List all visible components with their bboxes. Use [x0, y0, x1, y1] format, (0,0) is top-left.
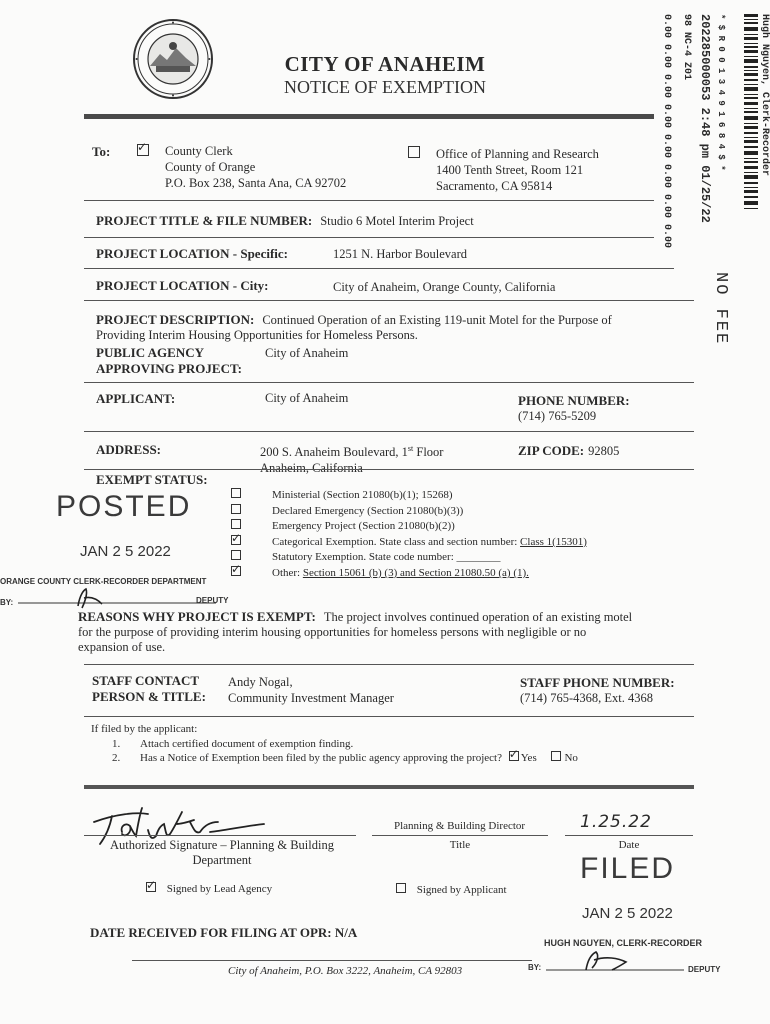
location-city-label: PROJECT LOCATION - City: — [96, 278, 269, 293]
project-description — [96, 312, 696, 343]
signed-by-applicant — [396, 883, 507, 896]
divider — [84, 716, 694, 717]
staff-title: Community Investment Manager — [228, 691, 394, 705]
footer-address: City of Anaheim, P.O. Box 3222, Anaheim, CA 92803 — [228, 965, 463, 977]
divider — [84, 431, 694, 432]
reasons-section — [78, 609, 698, 655]
divider — [84, 300, 694, 301]
exempt-item-text: Statutory Exemption. State code number: — [272, 551, 454, 564]
divider — [84, 664, 694, 665]
applicant-sign-label: Signed by Applicant — [416, 884, 507, 896]
phone-value: (714) 765-5209 — [518, 409, 597, 423]
no-fee-stamp: NO FEE — [711, 272, 730, 346]
filed-stamp-signature — [546, 948, 686, 974]
yes-label: Yes — [520, 752, 537, 764]
location-city-value: City of Anaheim, Orange County, California — [333, 280, 556, 294]
date-label: Date — [618, 839, 640, 851]
exempt-item-extra: Section 15061 (b) (3) and Section 21080.50 (a) (1). — [302, 566, 529, 579]
to-label: To: — [92, 144, 111, 159]
recorder-barcode — [742, 14, 760, 214]
header-rule — [84, 114, 654, 119]
applicant-label: APPLICANT: — [96, 391, 176, 406]
agency-label-line: PUBLIC AGENCY — [96, 345, 204, 360]
opr-checkbox[interactable] — [408, 145, 420, 163]
posted-stamp-by: BY: — [0, 598, 14, 607]
exempt-checkbox[interactable] — [231, 566, 241, 576]
filed-stamp-word: FILED — [580, 852, 676, 885]
address-value — [260, 441, 443, 476]
zip-label: ZIP CODE: — [518, 443, 585, 458]
opr-line: Sacramento, CA 95814 — [436, 179, 553, 193]
divider — [84, 268, 674, 269]
posted-stamp-date: JAN 2 5 2022 — [80, 543, 171, 560]
zip-row — [518, 442, 619, 460]
address-line: Floor — [413, 445, 444, 460]
agency-value: City of Anaheim — [265, 346, 349, 360]
exempt-item-text: Ministerial (Section 21080(b)(1); 15268) — [272, 489, 453, 501]
project-title-row — [96, 212, 474, 230]
divider — [84, 237, 654, 238]
reasons-line: The project involves continued operation of an existing motel — [323, 610, 633, 624]
signature-rule — [84, 785, 694, 789]
signer-title-value: Planning & Building Director — [394, 820, 526, 832]
opr-address — [436, 146, 599, 194]
auth-line: Department — [192, 853, 252, 867]
handwritten-date: 1.25.22 — [580, 812, 652, 832]
county-clerk-line: County Clerk — [165, 144, 233, 158]
county-clerk-line: County of Orange — [165, 160, 256, 174]
title-line — [372, 835, 548, 836]
reasons-line: expansion of use. — [78, 640, 166, 654]
recorder-doc-number: 202285000053 2:48 pm 01/25/22 — [698, 14, 712, 223]
filed-by-num: 1. — [112, 737, 121, 750]
county-clerk-line: P.O. Box 238, Santa Ana, CA 92702 — [165, 176, 347, 190]
recorder-fees: 0.00 0.00 0.00 0.00 0.00 0.00 0.00 0.00 — [661, 14, 672, 249]
exempt-checkbox[interactable] — [231, 519, 241, 529]
exempt-checkbox[interactable] — [231, 504, 241, 514]
exempt-checkbox[interactable] — [231, 488, 241, 498]
applicant-checkbox[interactable] — [396, 883, 406, 893]
exempt-status-label: EXEMPT STATUS: — [96, 472, 208, 487]
address-line: 200 S. Anaheim Boulevard, 1 — [260, 445, 408, 460]
filed-stamp-by: BY: — [528, 963, 542, 972]
no-checkbox[interactable] — [551, 751, 561, 761]
posted-stamp-department: ORANGE COUNTY CLERK-RECORDER DEPARTMENT — [0, 577, 207, 586]
exempt-checkbox[interactable] — [231, 535, 241, 545]
opr-line: 1400 Tenth Street, Room 121 — [436, 163, 584, 177]
exempt-item-text: Declared Emergency (Section 21080(b)(3)) — [272, 504, 464, 517]
exempt-item-extra: Class 1(15301) — [520, 535, 587, 548]
divider — [84, 469, 694, 470]
exempt-item-text: Categorical Exemption. State class and section number: — [272, 535, 518, 548]
filed-stamp-deputy: DEPUTY — [688, 965, 721, 974]
phone-label: PHONE NUMBER: — [518, 393, 630, 408]
filed-by-section — [91, 722, 691, 766]
exempt-item-extra: ________ — [456, 551, 501, 564]
lead-agency-label: Signed by Lead Agency — [166, 883, 273, 895]
posted-stamp-word: POSTED — [56, 490, 192, 523]
applicant-value: City of Anaheim — [265, 391, 349, 405]
page-title: CITY OF ANAHEIM — [284, 52, 486, 76]
filed-by-item: Has a Notice of Exemption been filed by the public agency approving the project? — [140, 752, 502, 764]
filed-by-intro: If filed by the applicant: — [91, 723, 198, 735]
filed-by-num: 2. — [112, 752, 121, 764]
exempt-item-text: Emergency Project (Section 21080(b)(2)) — [272, 520, 455, 533]
reasons-line: for the purpose of providing interim housing opportunities for homeless persons with negligible or no — [78, 625, 587, 639]
footer-rule — [132, 960, 532, 961]
auth-line: Authorized Signature – Planning & Building — [110, 838, 334, 852]
authorized-signature-label — [92, 838, 352, 868]
staff-label-line: STAFF CONTACT — [92, 673, 200, 688]
location-specific-label: PROJECT LOCATION - Specific: — [96, 246, 288, 261]
posted-stamp-deputy: DEPUTY — [196, 596, 229, 605]
signer-title-label: Title — [449, 839, 471, 851]
signature-line — [84, 835, 356, 836]
date-line — [565, 835, 693, 836]
staff-label-line: PERSON & TITLE: — [92, 689, 206, 704]
page-subtitle: NOTICE OF EXEMPTION — [284, 77, 486, 97]
county-clerk-address — [165, 143, 346, 191]
recorder-name: Hugh Nguyen, Clerk-Recorder — [759, 14, 770, 177]
filed-by-item: Attach certified document of exemption finding. — [140, 737, 354, 750]
recorder-code: * $ R 0 0 1 3 4 9 1 6 8 4 $ * — [716, 14, 726, 171]
description-line: Continued Operation of an Existing 119-unit Motel for the Purpose of — [262, 313, 612, 327]
posted-stamp-signature — [18, 586, 218, 610]
staff-contact-value — [228, 674, 394, 706]
date-received-label: DATE RECEIVED FOR FILING AT OPR: N/A — [90, 925, 358, 940]
zip-value: 92805 — [588, 444, 620, 458]
description-label: PROJECT DESCRIPTION: — [96, 312, 255, 327]
agency-label — [96, 345, 242, 377]
staff-name: Andy Nogal, — [228, 675, 293, 689]
reasons-label: REASONS WHY PROJECT IS EXEMPT: — [78, 609, 316, 624]
lead-agency-checkbox[interactable] — [146, 882, 156, 892]
staff-phone-value: (714) 765-4368, Ext. 4368 — [520, 691, 653, 705]
exempt-item-text: Other: — [272, 566, 301, 579]
opr-line: Office of Planning and Research — [436, 147, 599, 161]
divider — [84, 200, 654, 201]
county-clerk-checkbox[interactable] — [137, 143, 149, 161]
description-line: Providing Interim Housing Opportunities for Homeless Persons. — [96, 328, 418, 342]
divider — [84, 382, 694, 383]
staff-contact-label — [92, 673, 206, 705]
filed-stamp-date: JAN 2 5 2022 — [582, 905, 673, 922]
filed-stamp-recorder: HUGH NGUYEN, CLERK-RECORDER — [544, 938, 703, 948]
address-label: ADDRESS: — [96, 442, 162, 457]
project-title-value: Studio 6 Motel Interim Project — [320, 214, 474, 228]
no-label: No — [564, 752, 578, 764]
recorder-nc-code: 98 NC-4 Z01 — [681, 14, 692, 81]
location-specific-value: 1251 N. Harbor Boulevard — [333, 247, 467, 261]
signed-by-lead-agency — [146, 882, 272, 895]
exempt-status-list — [231, 488, 691, 582]
project-title-label: PROJECT TITLE & FILE NUMBER: — [96, 213, 313, 228]
address-sup: st — [407, 444, 414, 453]
exempt-checkbox[interactable] — [231, 550, 241, 560]
yes-checkbox[interactable] — [509, 751, 519, 761]
agency-label-line: APPROVING PROJECT: — [96, 361, 243, 376]
staff-phone-label: STAFF PHONE NUMBER: — [520, 675, 675, 690]
